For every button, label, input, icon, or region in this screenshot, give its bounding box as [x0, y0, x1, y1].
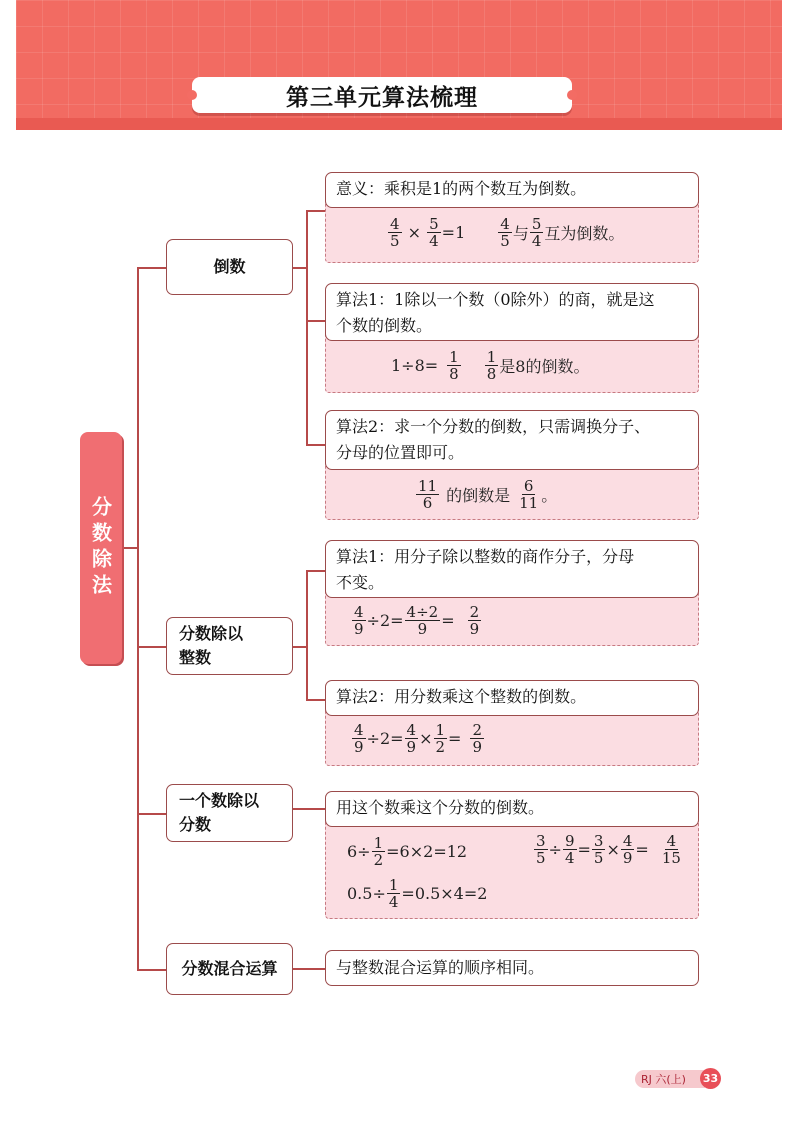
card-fdi1-head-line1: 算法1：用分子除以整数的商作分子，分母 — [336, 547, 635, 566]
card-frac-div-int-alg2 — [325, 680, 699, 766]
branch-reciprocal — [137, 267, 167, 269]
sub-trunk-2 — [306, 570, 308, 700]
node-reciprocal-label: 倒数 — [213, 257, 246, 276]
sub-branch-2a — [306, 570, 326, 572]
card-reciprocal-alg2 — [325, 410, 699, 520]
card-ndf-example-1: 6÷ $\frac{1}{2}$ =6×2=12 — [347, 834, 468, 869]
branch-mixed — [137, 969, 167, 971]
card-fdi2-example: $\frac{4}{9}$ ÷2= $\frac{4}{9}$ × $\frac{1}{2}$ = $\frac{2}{9}$ — [354, 721, 482, 756]
sub-trunk-1 — [306, 210, 308, 445]
card-alg1-example: 1÷8= $\frac{1}{8}$ $\frac{1}{8}$ 是8的倒数。 — [391, 348, 590, 383]
card-frac-div-int-alg1 — [325, 540, 699, 646]
node-reciprocal — [166, 239, 293, 295]
main-trunk — [137, 267, 139, 970]
node-num-div-frac-line1: 一个数除以 — [179, 791, 260, 810]
page-number: 33 — [700, 1068, 721, 1089]
sub-connector-3 — [292, 808, 326, 810]
title-dot-left — [187, 90, 197, 100]
page-title: 第三单元算法梳理 — [286, 84, 478, 111]
root-label: 分数除法 — [88, 496, 113, 600]
card-fdi2-head: 算法2：用分数乘这个整数的倒数。 — [325, 680, 699, 716]
card-alg2-head-line2: 分母的位置即可。 — [336, 443, 465, 462]
branch-num-div-frac — [137, 813, 167, 815]
card-ndf-example-2: $\frac{3}{5}$ ÷ $\frac{9}{4}$ = $\frac{3}{5}$ × $\frac{4}{9}$ = $\frac{4}{15}$ — [536, 832, 681, 867]
node-mixed — [166, 943, 293, 995]
card-mixed-head: 与整数混合运算的顺序相同。 — [325, 950, 699, 986]
card-fdi1-head — [325, 540, 699, 598]
card-alg2-head — [325, 410, 699, 470]
card-mixed — [325, 950, 699, 986]
node-num-div-frac-line2: 分数 — [179, 815, 212, 834]
card-reciprocal-alg1 — [325, 283, 699, 393]
card-num-div-frac — [325, 791, 699, 919]
title-dot-right — [567, 90, 577, 100]
sub-branch-1a — [306, 210, 326, 212]
node-frac-div-int — [166, 617, 293, 675]
card-meaning-example: $\frac{4}{5}$ × $\frac{5}{4}$ =1 $\frac{4}{5}$ 与 $\frac{5}{4}$ 互为倒数。 — [390, 215, 625, 250]
card-alg1-head-line1: 算法1：1除以一个数（0除外）的商，就是这 — [336, 290, 655, 309]
node-frac-div-int-line2: 整数 — [179, 648, 212, 667]
card-alg2-example: $\frac{11}{6}$ 的倒数是 $\frac{6}{11}$ 。 — [418, 477, 558, 512]
card-fdi1-head-line2: 不变。 — [336, 573, 385, 592]
root-topic — [80, 432, 122, 664]
footer-tag: RJ 六(上) — [635, 1070, 705, 1088]
sub-branch-1b — [306, 320, 326, 322]
sub-connector-4 — [292, 968, 326, 970]
sub-connector-2 — [292, 646, 307, 648]
card-meaning-head: 意义：乘积是1的两个数互为倒数。 — [325, 172, 699, 208]
root-connector — [122, 547, 138, 549]
sub-branch-2b — [306, 699, 326, 701]
node-mixed-label: 分数混合运算 — [181, 959, 278, 978]
card-ndf-example-3: 0.5÷ $\frac{1}{4}$ =0.5×4=2 — [347, 876, 488, 911]
sub-connector-1 — [292, 267, 307, 269]
card-alg1-head — [325, 283, 699, 341]
branch-frac-div-int — [137, 646, 167, 648]
card-ndf-head: 用这个数乘这个分数的倒数。 — [325, 791, 699, 827]
card-meaning — [325, 172, 699, 263]
banner-stripe — [16, 118, 782, 130]
card-alg1-head-line2: 个数的倒数。 — [336, 316, 433, 335]
sub-branch-1c — [306, 444, 326, 446]
card-fdi1-example: $\frac{4}{9}$ ÷2= $\frac{4\div 2}{9}$ = $\frac{2}{9}$ — [354, 603, 480, 638]
node-frac-div-int-line1: 分数除以 — [179, 624, 244, 643]
card-alg2-head-line1: 算法2：求一个分数的倒数，只需调换分子、 — [336, 417, 651, 436]
node-num-div-frac — [166, 784, 293, 842]
title-box — [192, 77, 572, 113]
